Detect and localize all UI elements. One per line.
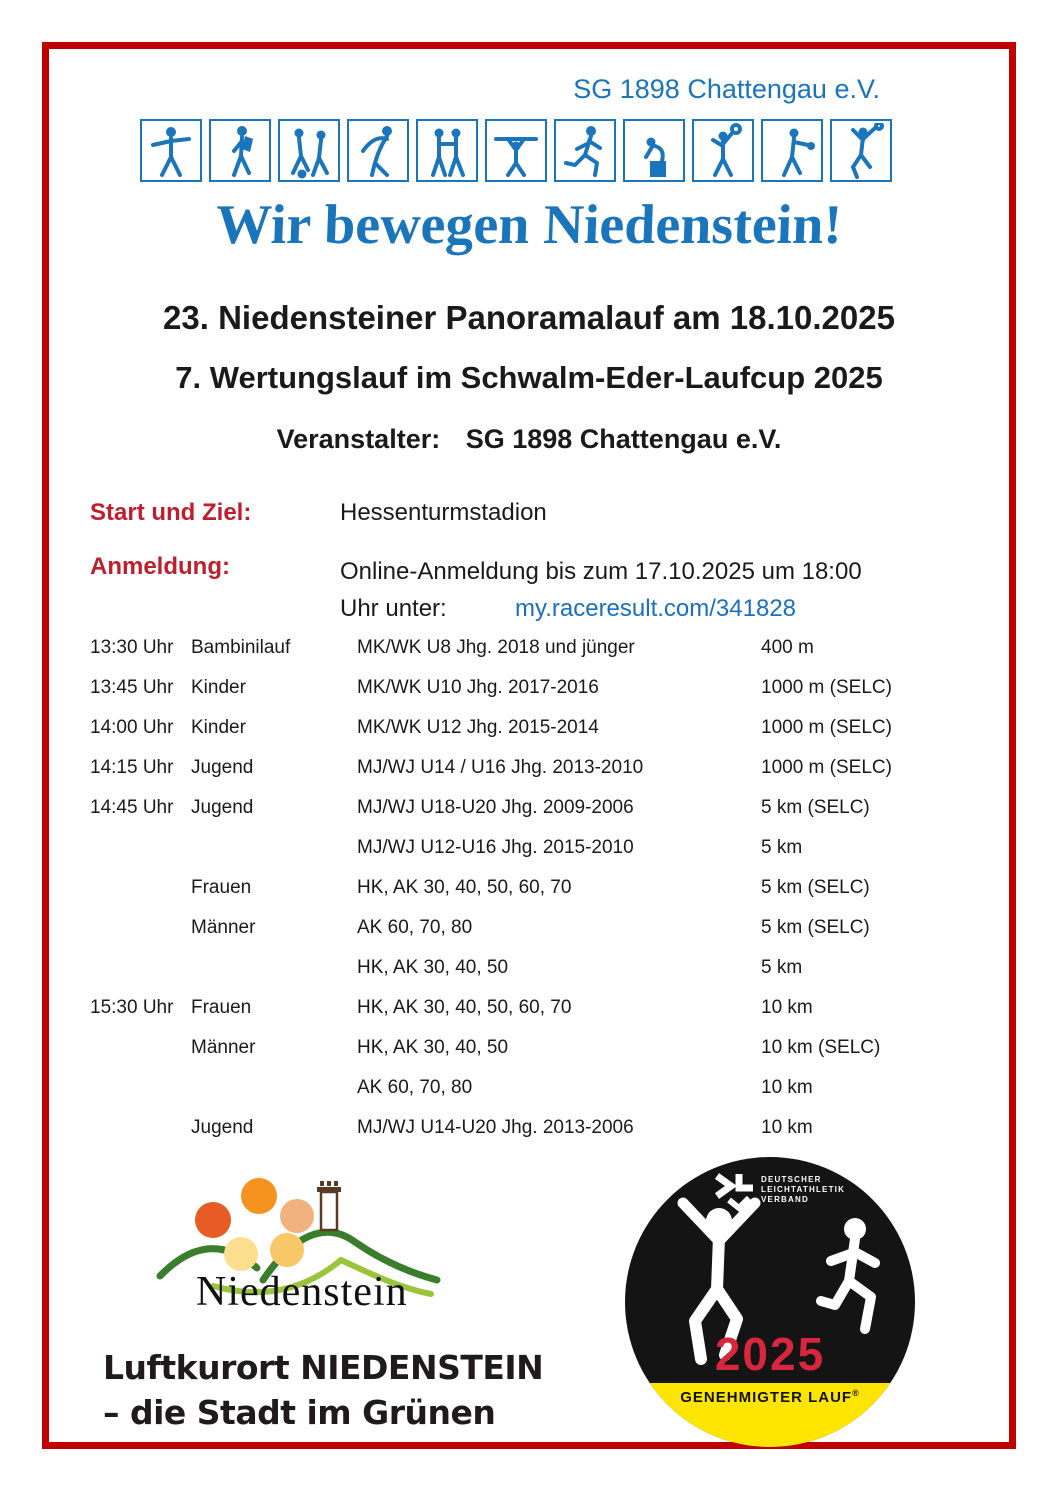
schedule-row	[90, 628, 980, 668]
race-distance: 1000 m (SELC)	[761, 757, 892, 778]
race-group: Männer	[191, 917, 256, 938]
hiking-icon	[209, 119, 271, 182]
volleyball-icon	[830, 119, 892, 182]
city-slogan	[103, 1345, 543, 1435]
registration-details	[340, 553, 862, 627]
registration-label: Anmeldung:	[90, 553, 230, 580]
organizer-value: SG 1898 Chattengau e.V.	[465, 424, 782, 454]
club-name: SG 1898 Chattengau e.V.	[573, 74, 880, 104]
schedule-row	[90, 868, 980, 908]
schedule-row	[90, 828, 980, 868]
organizer-line	[42, 424, 1016, 455]
race-category: MK/WK U8 Jhg. 2018 und jünger	[357, 637, 635, 658]
race-group: Frauen	[191, 997, 252, 1018]
race-group: Bambinilauf	[191, 637, 291, 658]
dlv-org-line1: DEUTSCHER	[761, 1175, 822, 1184]
schedule-row	[90, 1108, 980, 1148]
slogan-text: Wir bewegen Niedenstein!	[214, 194, 844, 256]
race-distance: 10 km	[761, 1077, 813, 1098]
dancing-icon	[416, 119, 478, 182]
race-category: MK/WK U12 Jhg. 2015-2014	[357, 717, 599, 738]
race-distance: 1000 m (SELC)	[761, 677, 892, 698]
race-group: Frauen	[191, 877, 252, 898]
race-category: MJ/WJ U12-U16 Jhg. 2015-2010	[357, 837, 634, 858]
tower-icon	[321, 1192, 337, 1230]
race-distance: 10 km	[761, 997, 813, 1018]
race-group: Männer	[191, 1037, 256, 1058]
stretching-icon	[347, 119, 409, 182]
race-distance: 5 km (SELC)	[761, 877, 870, 898]
race-time: 13:30 Uhr	[90, 637, 174, 658]
soccer-icon	[278, 119, 340, 182]
race-category: MJ/WJ U14-U20 Jhg. 2013-2006	[357, 1117, 634, 1138]
event-subtitle: 7. Wertungslauf im Schwalm-Eder-Laufcup 2025	[175, 360, 883, 395]
race-time: 14:45 Uhr	[90, 797, 174, 818]
running-icon	[554, 119, 616, 182]
parallel-bars-icon	[485, 119, 547, 182]
race-group: Jugend	[191, 797, 254, 818]
registration-deadline: Online-Anmeldung bis zum 17.10.2025 um 18:00	[340, 558, 862, 585]
start-finish-value: Hessenturmstadion	[340, 499, 547, 526]
race-distance: 5 km	[761, 957, 803, 978]
race-distance: 5 km (SELC)	[761, 917, 870, 938]
race-group: Jugend	[191, 1117, 254, 1138]
dlv-org-name	[761, 1175, 845, 1205]
race-distance: 10 km (SELC)	[761, 1037, 881, 1058]
approved-label: GENEHMIGTER LAUF	[680, 1389, 853, 1406]
race-time: 15:30 Uhr	[90, 997, 174, 1018]
race-group: Jugend	[191, 757, 254, 778]
race-category: HK, AK 30, 40, 50	[357, 957, 509, 978]
race-category: HK, AK 30, 40, 50	[357, 1037, 509, 1058]
schedule-row	[90, 748, 980, 788]
race-schedule-table	[90, 628, 980, 1148]
schedule-row	[90, 668, 980, 708]
badge-year: 2025	[714, 1328, 826, 1380]
city-logo-wordmark: Niedenstein	[196, 1269, 408, 1315]
race-category: HK, AK 30, 40, 50, 60, 70	[357, 877, 572, 898]
race-category: MK/WK U10 Jhg. 2017-2016	[357, 677, 599, 698]
schedule-row	[90, 708, 980, 748]
race-group: Kinder	[191, 677, 246, 698]
race-distance: 5 km	[761, 837, 803, 858]
schedule-row	[90, 1028, 980, 1068]
dlv-approved-run-badge	[625, 1157, 915, 1447]
dlv-org-line3: VERBAND	[761, 1195, 809, 1204]
race-time: 14:00 Uhr	[90, 717, 174, 738]
schedule-row	[90, 908, 980, 948]
event-title: 23. Niedensteiner Panoramalauf am 18.10.2025	[163, 299, 895, 336]
schedule-row	[90, 988, 980, 1028]
schedule-row	[90, 1068, 980, 1108]
table-tennis-icon	[761, 119, 823, 182]
approved-mark: ®	[852, 1388, 860, 1398]
schedule-row	[90, 788, 980, 828]
gymnastics-icon	[140, 119, 202, 182]
registration-url-prefix: Uhr unter:	[340, 595, 447, 622]
dlv-org-line2: LEICHTATHLETIK	[761, 1185, 846, 1194]
city-slogan-line1: Luftkurort NIEDENSTEIN	[103, 1348, 544, 1387]
start-finish-label: Start und Ziel:	[90, 499, 252, 526]
race-distance: 1000 m (SELC)	[761, 717, 892, 738]
race-distance: 400 m	[761, 637, 814, 658]
swimming-start-icon	[623, 119, 685, 182]
race-time: 14:15 Uhr	[90, 757, 174, 778]
race-category: MJ/WJ U14 / U16 Jhg. 2013-2010	[357, 757, 644, 778]
race-category: MJ/WJ U18-U20 Jhg. 2009-2006	[357, 797, 634, 818]
sport-pictogram-row	[140, 119, 892, 182]
registration-link[interactable]: my.raceresult.com/341828	[515, 595, 797, 622]
city-slogan-line2: – die Stadt im Grünen	[103, 1393, 496, 1432]
race-distance: 10 km	[761, 1117, 813, 1138]
race-group: Kinder	[191, 717, 246, 738]
tennis-icon	[692, 119, 754, 182]
race-time: 13:45 Uhr	[90, 677, 174, 698]
schedule-row	[90, 948, 980, 988]
race-category: AK 60, 70, 80	[357, 917, 473, 938]
race-category: HK, AK 30, 40, 50, 60, 70	[357, 997, 572, 1018]
race-category: AK 60, 70, 80	[357, 1077, 473, 1098]
race-distance: 5 km (SELC)	[761, 797, 870, 818]
organizer-label: Veranstalter:	[276, 424, 441, 454]
badge-approved-text	[625, 1388, 915, 1406]
